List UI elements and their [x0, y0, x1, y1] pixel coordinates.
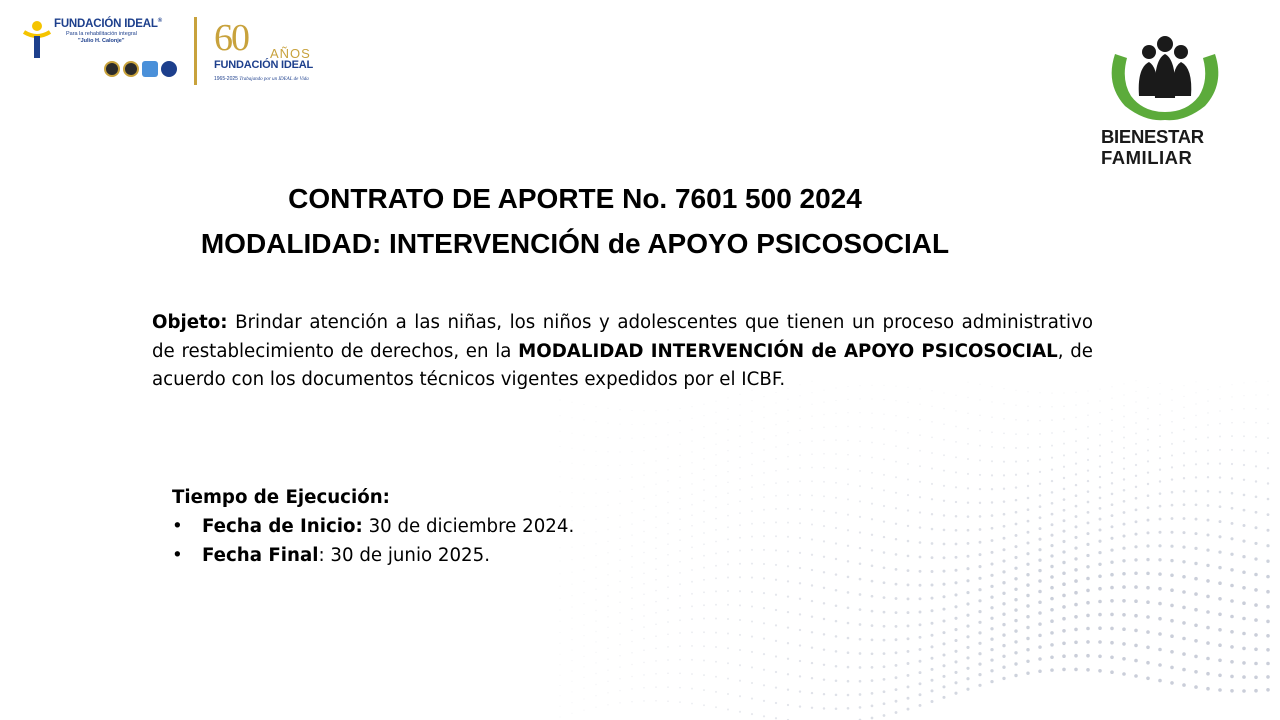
- modality-title: MODALIDAD: INTERVENCIÓN de APOYO PSICOSOCIAL: [200, 228, 950, 259]
- objeto-text-1: Brindar atención a las niñas, los niños y adolescentes que tienen un proceso administrativo de restablecimiento de derechos, en la: [152, 312, 1093, 362]
- objeto-modality: MODALIDAD INTERVENCIÓN de APOYO PSICOSOCIAL: [518, 340, 1058, 362]
- start-date-label: Fecha de Inicio:: [202, 516, 363, 537]
- objeto-text-2: , de acuerdo con los documentos técnicos vigentes expedidos por el ICBF.: [152, 340, 1093, 390]
- objeto-label: Objeto:: [152, 312, 228, 333]
- anniversary-tagline: 1965-2025 Trabajando por un IDEAL de Vida: [214, 76, 309, 82]
- person-figure-icon: [22, 20, 52, 60]
- certification-badge-icon: [161, 61, 177, 77]
- family-hands-icon: [1095, 34, 1235, 126]
- anniversary-name: FUNDACIÓN IDEAL: [214, 59, 314, 71]
- fundacion-ideal-logo: [22, 16, 187, 86]
- logo-divider: [194, 17, 197, 85]
- contract-title: CONTRATO DE APORTE No. 7601 500 2024: [288, 183, 862, 214]
- anniversary-number: 60: [214, 17, 248, 59]
- list-item-start-date: [172, 512, 872, 541]
- familiar-text: FAMILIAR: [1101, 147, 1193, 168]
- fundacion-subtitle: Para la rehabilitación integral: [66, 31, 137, 37]
- objeto-paragraph: [152, 309, 1093, 395]
- execution-time-heading: Tiempo de Ejecución:: [172, 487, 390, 508]
- fundacion-name: FUNDACIÓN IDEAL®: [54, 18, 162, 30]
- anniversary-logo: [210, 17, 340, 88]
- bienestar-text: BIENESTAR: [1101, 126, 1204, 147]
- bienestar-familiar-logo: [1095, 34, 1235, 174]
- list-item-end-date: [172, 541, 872, 570]
- execution-time-section: [172, 483, 872, 570]
- bullet-icon: •: [172, 516, 183, 537]
- end-date-value: : 30 de junio 2025.: [318, 545, 490, 566]
- execution-dates-list: [172, 512, 872, 570]
- bullet-icon: •: [172, 545, 183, 566]
- start-date-value: 30 de diciembre 2024.: [362, 516, 575, 537]
- fundacion-subtitle-name: "Julio H. Calonje": [78, 38, 125, 44]
- certification-badges: [104, 61, 177, 77]
- certification-badge-icon: [104, 61, 120, 77]
- end-date-label: Fecha Final: [202, 545, 319, 566]
- certification-badge-icon: [142, 61, 158, 77]
- certification-badge-icon: [123, 61, 139, 77]
- anniversary-anos: AÑOS: [270, 46, 311, 61]
